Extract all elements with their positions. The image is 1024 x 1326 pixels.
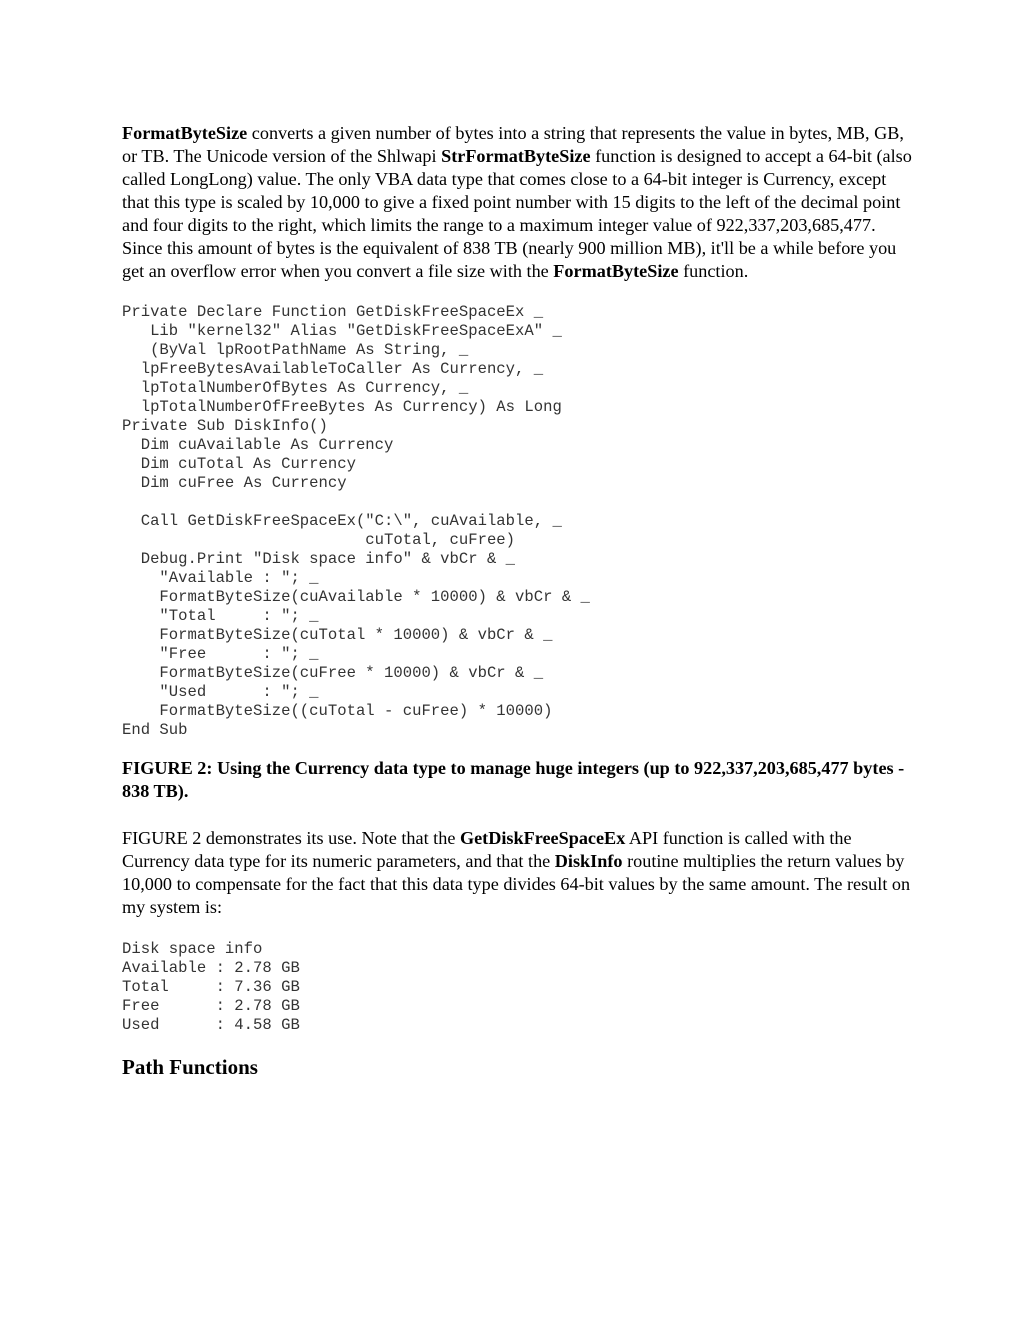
code-line: "Used : "; _ (122, 683, 319, 701)
code-line: cuTotal, cuFree) (122, 531, 516, 549)
output-line: Disk space info (122, 940, 263, 958)
term-formatbytesize-2: FormatByteSize (553, 261, 679, 281)
output-line: Used : 4.58 GB (122, 1016, 300, 1034)
code-line: lpFreeBytesAvailableToCaller As Currency, _ (122, 360, 544, 378)
explanation-text-3: routine multiplies the return values by 10,000 to compensate for the fact that this data type divides 64-bit values by the same amount. The result on my system is: (122, 851, 911, 917)
figure-caption: FIGURE 2: Using the Currency data type to manage huge integers (up to 922,337,203,685,477 bytes - 838 TB). (122, 758, 905, 801)
code-line-blank (122, 493, 912, 512)
code-line: Debug.Print "Disk space info" & vbCr & _ (122, 550, 516, 568)
code-line: lpTotalNumberOfBytes As Currency, _ (122, 379, 469, 397)
code-listing (122, 303, 912, 740)
code-line: Dim cuAvailable As Currency (122, 436, 394, 454)
term-diskinfo: DiskInfo (554, 851, 623, 871)
term-getdiskfreespaceex: GetDiskFreeSpaceEx (459, 828, 626, 848)
intro-text-3: function. (678, 261, 749, 281)
code-line: FormatByteSize(cuAvailable * 10000) & vbCr & _ (122, 588, 590, 606)
code-line: End Sub (122, 721, 188, 739)
term-strformatbytesize: StrFormatByteSize (441, 146, 591, 166)
intro-paragraph (122, 122, 912, 283)
code-line: Dim cuFree As Currency (122, 474, 347, 492)
code-line: Lib "kernel32" Alias "GetDiskFreeSpaceExA" _ (122, 322, 562, 340)
output-line: Available : 2.78 GB (122, 959, 300, 977)
section-heading: Path Functions (122, 1055, 258, 1079)
explanation-text-1: FIGURE 2 demonstrates its use. Note that the (122, 828, 460, 848)
term-formatbytesize: FormatByteSize (122, 123, 248, 143)
output-line: Free : 2.78 GB (122, 997, 300, 1015)
intro-text-2: function is designed to accept a 64-bit (also called LongLong) value. The only VBA data type that comes close to a 64-bit integer is Currency, except that this type is scaled by 10,000 to give a fixed point number with 15 digits to the left of the decimal point and four digits to the right, which limits the range to a maximum integer value of 922,337,203,685,477. Since this amount of bytes is the equivalent of 838 TB (nearly 900 million MB), it'll be a while before you get an overflow error when you convert a file size with the (122, 146, 912, 281)
code-line: Call GetDiskFreeSpaceEx("C:\", cuAvailable, _ (122, 512, 562, 530)
document-page (122, 122, 912, 1080)
code-line: FormatByteSize(cuFree * 10000) & vbCr & _ (122, 664, 544, 682)
code-line: lpTotalNumberOfFreeBytes As Currency) As Long (122, 398, 562, 416)
code-line: Private Declare Function GetDiskFreeSpaceEx _ (122, 303, 544, 321)
output-line: Total : 7.36 GB (122, 978, 300, 996)
code-line: "Available : "; _ (122, 569, 319, 587)
code-line: (ByVal lpRootPathName As String, _ (122, 341, 469, 359)
code-line: "Free : "; _ (122, 645, 319, 663)
code-line: FormatByteSize((cuTotal - cuFree) * 10000) (122, 702, 553, 720)
output-listing (122, 940, 912, 1035)
code-line: "Total : "; _ (122, 607, 319, 625)
intro-text-1: converts a given number of bytes into a string that represents the value in bytes, MB, GB, or TB. The Unicode version of the Shlwapi (122, 123, 904, 166)
code-line: Private Sub DiskInfo() (122, 417, 328, 435)
explanation-text-2: API function is called with the Currency data type for its numeric parameters, and that the (122, 828, 852, 871)
explanation-paragraph (122, 827, 912, 919)
code-line: FormatByteSize(cuTotal * 10000) & vbCr & _ (122, 626, 553, 644)
code-line: Dim cuTotal As Currency (122, 455, 356, 473)
